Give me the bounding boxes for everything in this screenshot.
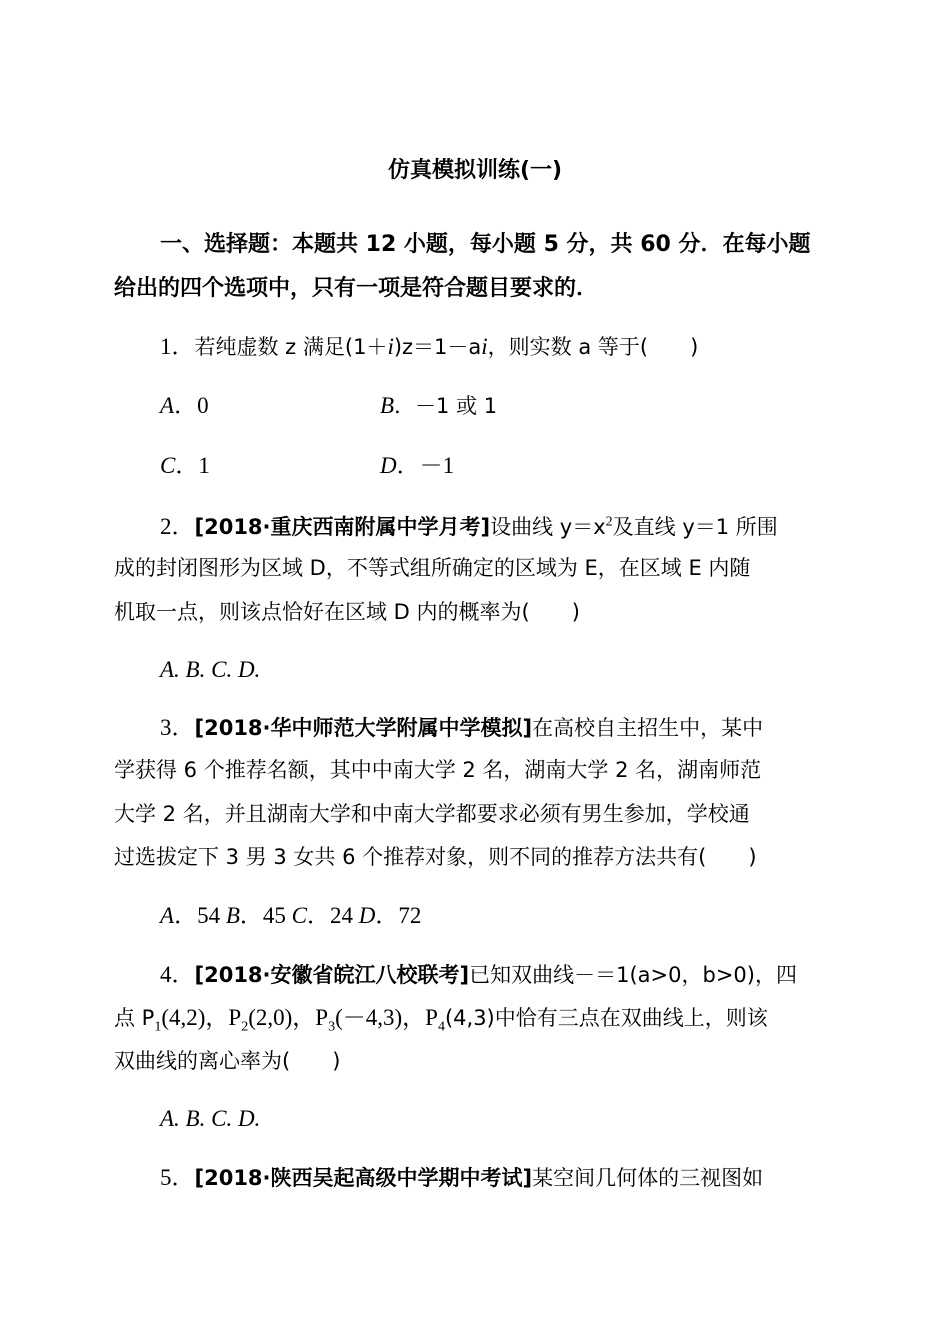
stem-text: 在高校自主招生中，某中 xyxy=(532,716,764,740)
stem-text: 及直线 y＝1 所围 xyxy=(612,515,778,539)
question-4-line-2 xyxy=(114,1003,768,1033)
question-4-options: A. B. C. D. xyxy=(160,1106,261,1131)
question-5-line-1 xyxy=(160,1163,763,1193)
section-instruction-line-2: 给出的四个选项中，只有一项是符合题目要求的． xyxy=(114,276,599,301)
stem-text: (4,3)中恰有三点在双曲线上，则该 xyxy=(444,1006,768,1030)
question-source: [2018·华中师范大学附属中学模拟] xyxy=(194,716,533,740)
question-source: [2018·陕西吴起高级中学期中考试] xyxy=(194,1166,533,1190)
stem-text: 点 P xyxy=(114,1006,155,1030)
option-letter: A xyxy=(160,903,175,928)
question-4-line-3: 双曲线的离心率为( ) xyxy=(114,1049,341,1073)
stem-text: (4,2)，P xyxy=(161,1005,242,1030)
stem-text: ，则实数 a 等于( ) xyxy=(487,335,699,359)
option-text: ．54 xyxy=(174,903,226,928)
subscript: 1 xyxy=(154,1019,162,1035)
subscript: 3 xyxy=(328,1019,336,1035)
subscript: 2 xyxy=(241,1019,249,1035)
option-text: ．1 xyxy=(175,453,210,478)
question-3-line-2: 学获得 6 个推荐名额，其中中南大学 2 名，湖南大学 2 名，湖南师范 xyxy=(114,758,762,782)
question-number: 4． xyxy=(160,962,195,987)
option-letter: D xyxy=(380,453,397,478)
option-letter: C xyxy=(160,453,176,478)
option-letter: D xyxy=(358,903,376,928)
question-2-line-1 xyxy=(160,512,778,542)
option-a xyxy=(160,393,209,418)
question-2-options: A. B. C. D. xyxy=(160,657,261,682)
option-text: ．0 xyxy=(174,393,209,418)
option-letter: A xyxy=(160,393,175,418)
stem-text: 已知双曲线－＝1(a>0，b>0)，四 xyxy=(469,963,797,987)
option-text: ．－1 或 1 xyxy=(394,394,498,418)
option-c xyxy=(160,451,210,481)
stem-text: 设曲线 y＝x xyxy=(490,515,606,539)
subscript: 4 xyxy=(437,1019,445,1035)
option-b xyxy=(380,391,497,421)
option-text: ．45 xyxy=(239,903,292,928)
option-text: ．24 xyxy=(306,903,359,928)
question-2-line-3: 机取一点，则该点恰好在区域 D 内的概率为( ) xyxy=(114,600,580,624)
question-number: 1． xyxy=(160,334,195,359)
stem-text: (－4,3)，P xyxy=(335,1005,438,1030)
question-source: [2018·安徽省皖江八校联考] xyxy=(194,963,470,987)
stem-text: 若纯虚数 z 满足(1＋ xyxy=(194,335,388,359)
question-source: [2018·重庆西南附属中学月考] xyxy=(194,515,491,539)
imaginary-unit: i xyxy=(481,334,488,359)
stem-text: )z＝1－a xyxy=(393,335,482,359)
option-d xyxy=(380,451,454,481)
option-letter: C xyxy=(291,903,307,928)
page-title: 仿真模拟训练(一) xyxy=(387,158,563,183)
stem-text: (2,0)，P xyxy=(248,1005,329,1030)
option-letter: B xyxy=(380,393,395,418)
question-3-line-3: 大学 2 名，并且湖南大学和中南大学都要求必须有男生参加，学校通 xyxy=(114,802,750,826)
question-1-stem xyxy=(160,332,698,362)
question-3-options xyxy=(160,901,421,931)
question-3-line-1 xyxy=(160,713,763,743)
superscript: 2 xyxy=(605,514,613,530)
question-4-line-1 xyxy=(160,960,797,990)
question-2-line-2: 成的封闭图形为区域 D，不等式组所确定的区域为 E，在区域 E 内随 xyxy=(114,556,751,580)
option-text: ．72 xyxy=(375,903,422,928)
question-1-options-row-1 xyxy=(160,391,209,421)
question-number: 3． xyxy=(160,715,195,740)
section-instruction-line-1: 一、选择题：本题共 12 小题，每小题 5 分，共 60 分．在每小题 xyxy=(160,232,811,257)
option-letter: B xyxy=(225,903,240,928)
imaginary-unit: i xyxy=(387,334,394,359)
stem-text: 某空间几何体的三视图如 xyxy=(532,1166,764,1190)
option-text: ．－1 xyxy=(396,453,455,478)
question-number: 2． xyxy=(160,514,195,539)
question-number: 5． xyxy=(160,1165,195,1190)
question-3-line-4: 过选拔定下 3 男 3 女共 6 个推荐对象，则不同的推荐方法共有( ) xyxy=(114,845,757,869)
